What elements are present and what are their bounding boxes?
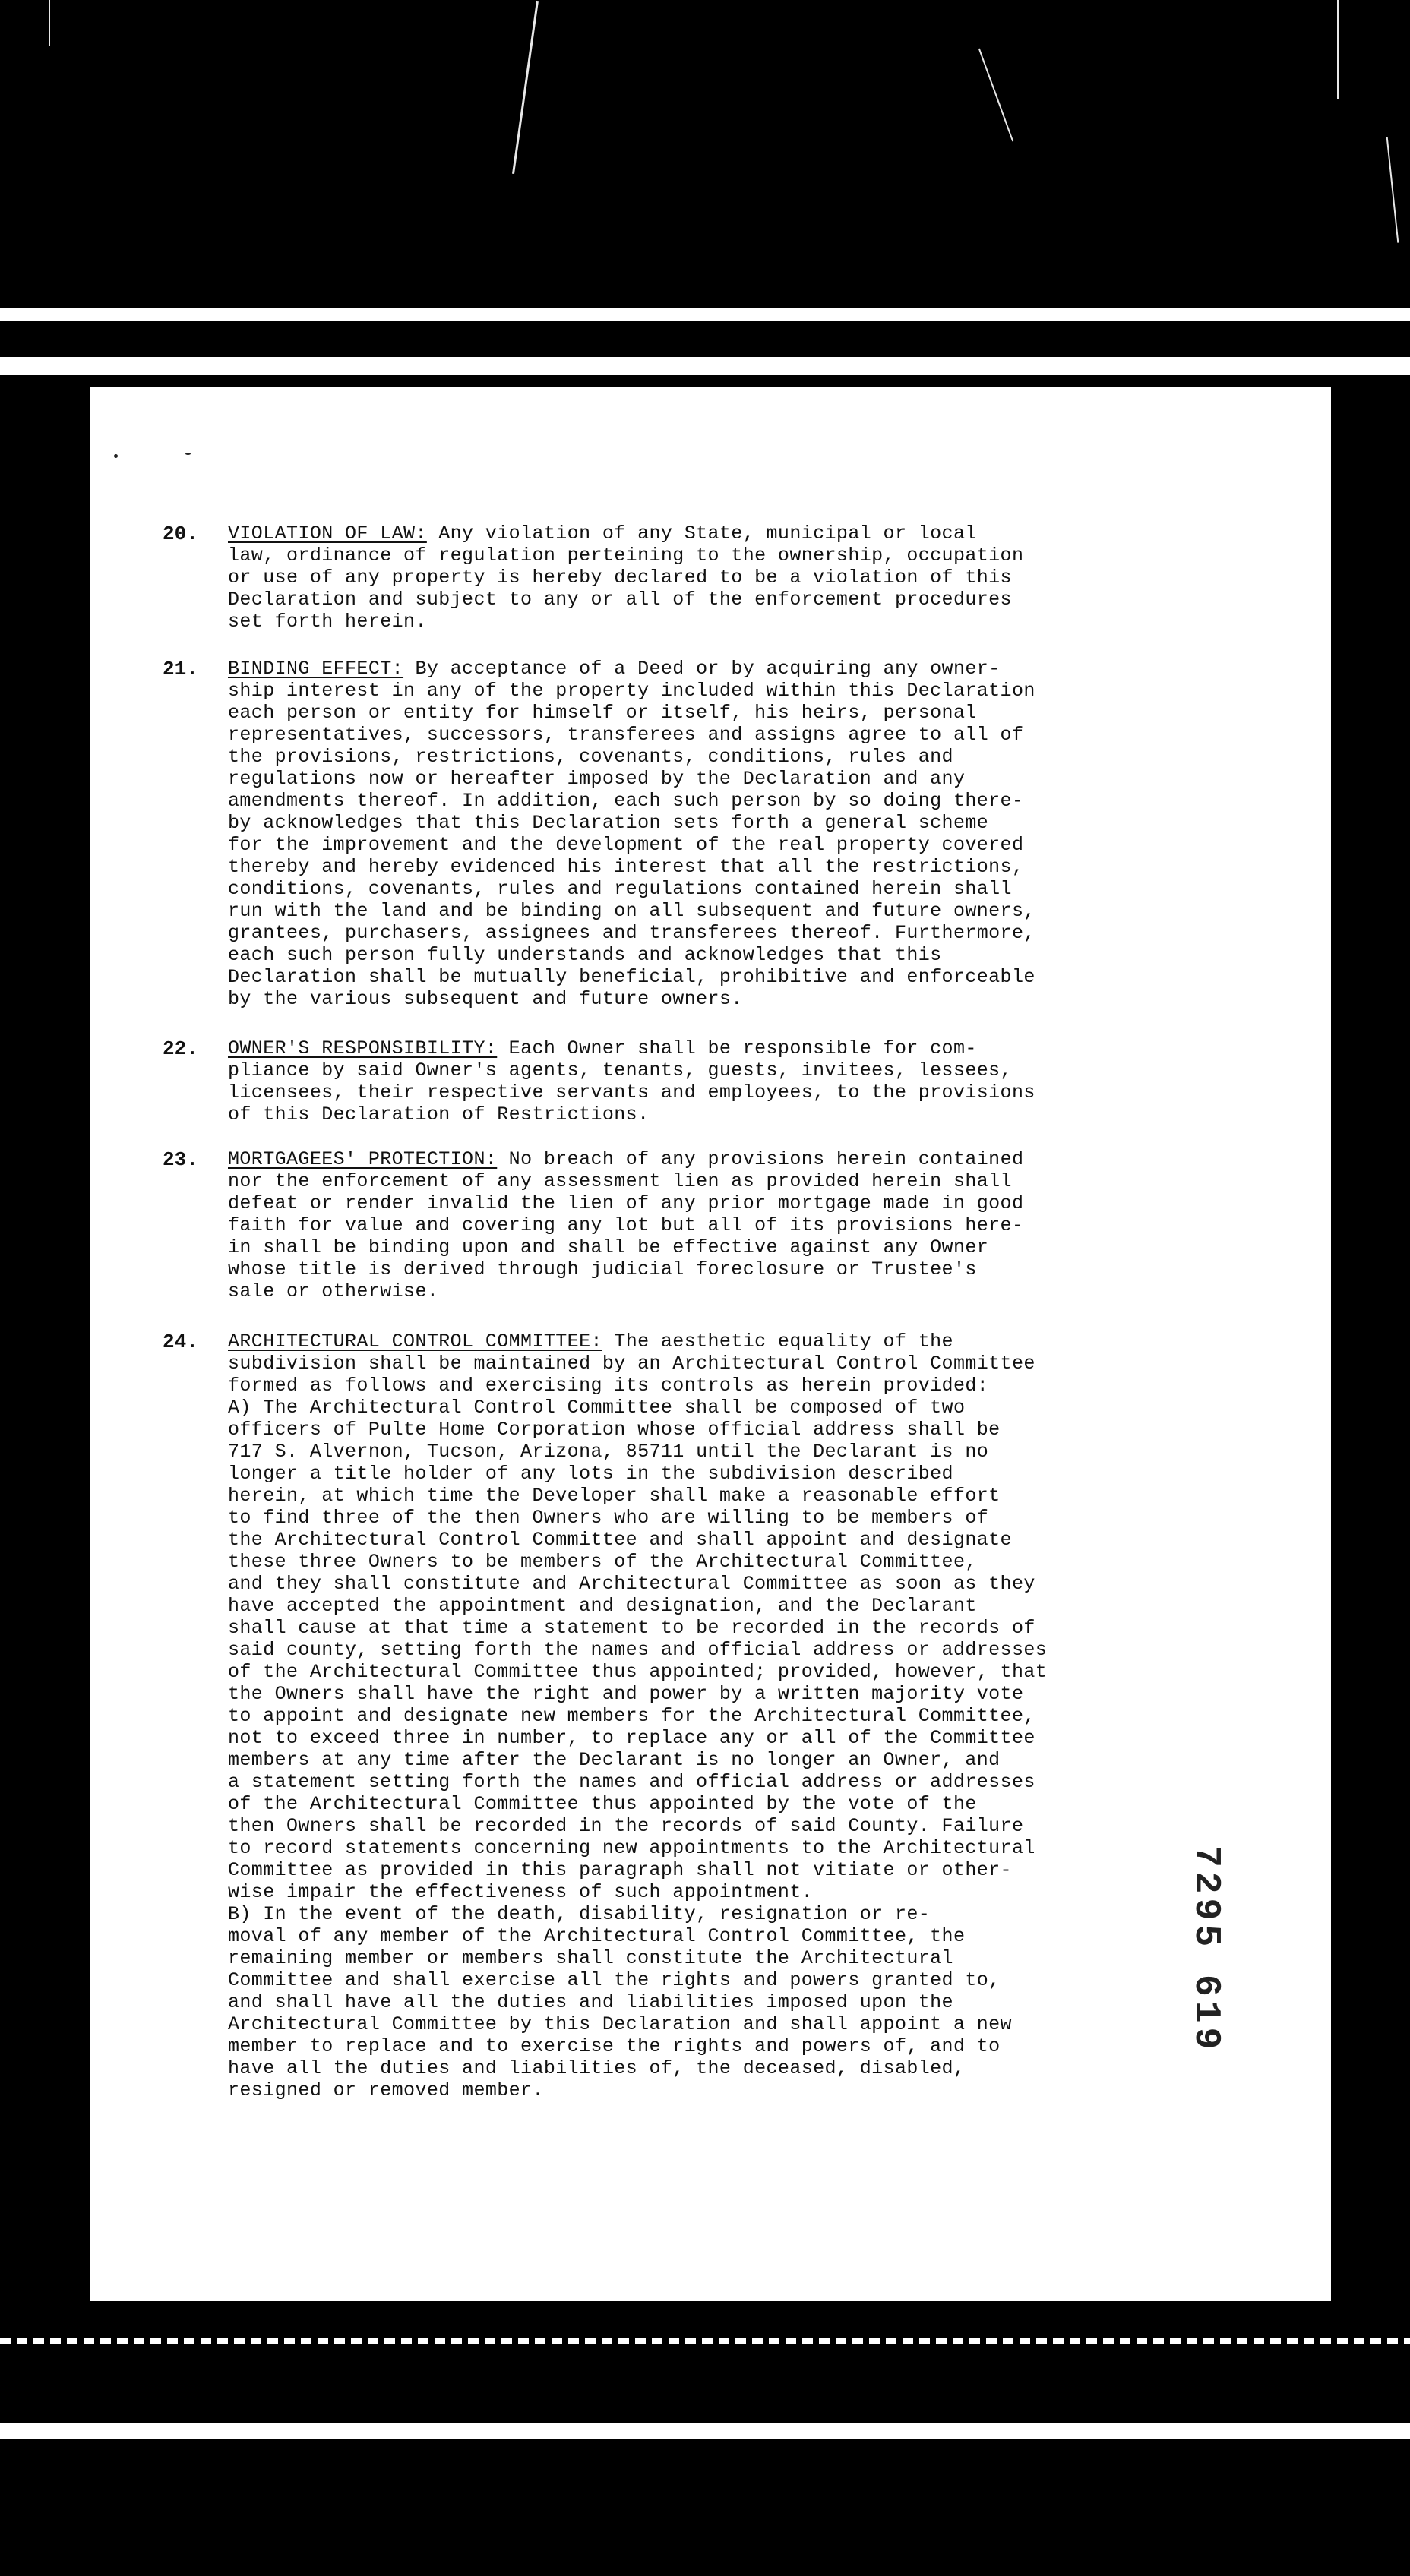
- section-text: By acceptance of a Deed or by acquiring any owner- ship interest in any of the property included within this Declaration each person or entity for himself or itself, his heirs, personal representatives, successors, transferees and assigns agree to all of the provisions, restrictions, covenants, conditions, rules and regulations now or hereafter imposed by the Declaration and any amendments thereof. In addition, each such person by so doing there- by acknowledges that this Declaration sets forth a general scheme for the improvement and the development of the real property covered thereby and hereby evidenced his interest that all the restrictions, conditions, covenants, rules and regulations contained herein shall run with the land and be binding on all subsequent and future owners, grantees, purchasers, assignees and transferees thereof. Furthermore, each such person fully understands and acknowledges that this Declaration shall be mutually beneficial, prohibitive and enforceable by the various subsequent and future owners.: [228, 658, 1035, 1010]
- section-heading: MORTGAGEES' PROTECTION:: [228, 1148, 498, 1170]
- section-body: [228, 1037, 1170, 1125]
- section-heading: OWNER'S RESPONSIBILITY:: [228, 1037, 498, 1059]
- section-body: [228, 1148, 1170, 1302]
- scan-speck: [185, 453, 191, 455]
- section-body: [228, 1331, 1170, 2101]
- section-21: [163, 658, 1170, 1010]
- section-text: The aesthetic equality of the subdivision shall be maintained by an Architectural Control Committee formed as follows and exercising its controls as herein provided: A) The Architectural Control Committee shall be composed of two officers of Pulte Home Corporation whose official address shall be 717 S. Alvernon, Tucson, Arizona, 85711 until the Declarant is no longer a title holder of any lots in the subdivision described herein, at which time the Developer shall make a reasonable effort to find three of the then Owners who are willing to be members of the Architectural Control Committee and shall appoint and designate these three Owners to be members of the Architectural Committee, and they shall constitute and Architectural Committee as soon as they have accepted the appointment and designation, and the Declarant shall cause at that time a statement to be recorded in the records of said county, setting forth the names and official address or addresses of the Architectural Committee thus appointed; provided, however, that the Owners shall have the right and power by a written majority vote to appoint and designate new members for the Architectural Committee, not to exceed three in number, to replace any or all of the Committee members at any time after the Declarant is no longer an Owner, and a statement setting forth the names and official address or addresses of the Architectural Committee thus appointed by the vote of the then Owners shall be recorded in the records of said County. Failure to record statements concerning new appointments to the Architectural Committee as provided in this paragraph shall not vitiate or other- wise impair the effectiveness of such appointment. B) In the event of the death, disability, resignation or re- moval of any member of the Architectural Control Committee, the remaining member or members shall constitute the Architectural Committee and shall exercise all the rights and powers granted to, and shall have all the duties and liabilities imposed upon the Architectural Committee by this Declaration and shall appoint a new member to replace and to exercise the rights and powers of, and to have all the duties and liabilities of, the deceased, disabled, resigned or removed member.: [228, 1331, 1048, 2101]
- section-number: 21.: [163, 658, 198, 680]
- scan-band: [0, 2338, 1410, 2344]
- scan-band: [0, 357, 1410, 375]
- section-body: [228, 522, 1170, 633]
- section-heading: ARCHITECTURAL CONTROL COMMITTEE:: [228, 1331, 602, 1353]
- scan-scratch: [978, 49, 1013, 142]
- scan-band: [0, 308, 1410, 321]
- section-heading: BINDING EFFECT:: [228, 658, 404, 680]
- section-number: 20.: [163, 522, 198, 545]
- margin-page-number: 619: [1185, 1975, 1226, 2054]
- scan-scratch: [1337, 0, 1339, 99]
- section-text: No breach of any provisions herein contained nor the enforcement of any assessment lien as provided herein shall defeat or render invalid the lien of any prior mortgage made in good faith for value and covering any lot but all of its provisions here- in shall be binding upon and shall be effective against any Owner whose title is derived through judicial foreclosure or Trustee's sale or otherwise.: [228, 1148, 1024, 1302]
- section-20: [163, 522, 1170, 633]
- margin-book-number: 7295: [1185, 1845, 1226, 1952]
- section-text: Each Owner shall be responsible for com- pliance by said Owner's agents, tenants, guests, invitees, lessees, licensees, their respective servants and employees, to the provisions of this Declaration of Restrictions.: [228, 1037, 1035, 1125]
- scan-scratch: [512, 1, 539, 174]
- scan-background-top: [0, 0, 1410, 304]
- scan-scratch: [1386, 137, 1399, 242]
- section-24: [163, 1331, 1170, 2101]
- section-number: 22.: [163, 1037, 198, 1060]
- scan-scratch: [49, 0, 50, 46]
- section-23: [163, 1148, 1170, 1302]
- section-body: [228, 658, 1170, 1010]
- scan-speck: [114, 454, 118, 458]
- section-heading: VIOLATION OF LAW:: [228, 522, 427, 545]
- section-22: [163, 1037, 1170, 1125]
- section-number: 24.: [163, 1331, 198, 1353]
- section-number: 23.: [163, 1148, 198, 1171]
- section-text: Any violation of any State, municipal or local law, ordinance of regulation perteining to the ownership, occupation or use of any property is hereby declared to be a violation of this Declaration and subject to any or all of the enforcement procedures set forth herein.: [228, 522, 1024, 633]
- scan-band: [0, 2423, 1410, 2439]
